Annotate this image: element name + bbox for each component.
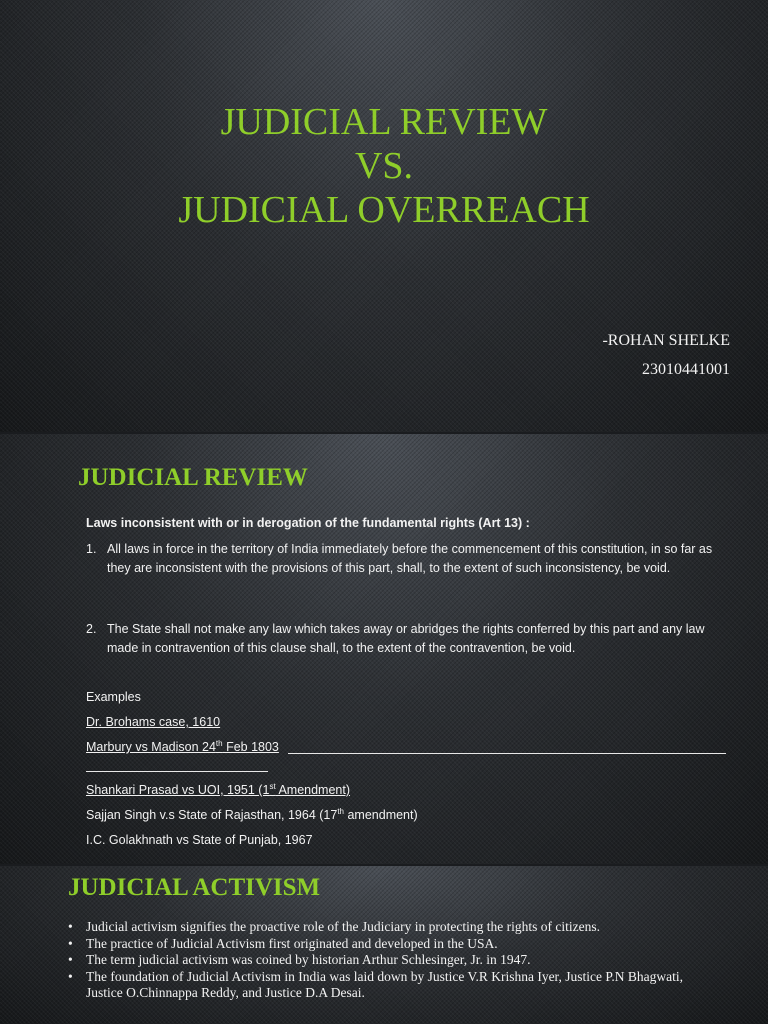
examples-label: Examples [86,690,141,704]
bullet-item: • The term judicial activism was coined by historian Arthur Schlesinger, Jr. in 1947. [68,952,531,967]
bullet-item: • Judicial activism signifies the proactive role of the Judiciary in protecting the rights of citizens. [68,919,600,934]
bullet-list [68,919,708,1002]
title-slide [0,0,768,432]
example-text: I.C. Golakhnath vs State of Punjab, 1967 [86,833,313,847]
bullet-item: • The practice of Judicial Activism first originated and developed in the USA. [68,935,498,951]
item-number: 1. [86,542,97,556]
item-number: 2. [86,622,97,636]
author-name: -ROHAN SHELKE [602,332,730,349]
presentation-title [0,100,768,232]
underline-rule [86,771,268,772]
example-text: Sajjan Singh v.s State of Rajasthan, 1964 (17th amendment) [86,806,418,822]
judicial-activism-slide [0,866,768,1024]
example-link[interactable]: Marbury vs Madison 24th Feb 1803 [86,738,279,754]
author-id: 23010441001 [642,361,730,378]
title-line-3: JUDICIAL OVERREACH [178,189,590,231]
bullet-dot: • [68,968,73,984]
numbered-item [86,620,726,657]
example-link[interactable]: Shankari Prasad vs UOI, 1951 (1st Amendment) [86,781,351,797]
bullet-dot: • [68,935,73,951]
item-text: The State shall not make any law which takes away or abridges the rights conferred by this part and any law made in contravention of this clause shall, to the extent of the contravention, be void. [107,622,705,655]
title-line-2: VS. [354,145,414,187]
bullet-dot: • [68,919,73,934]
slide-heading: JUDICIAL REVIEW [78,464,308,491]
article-intro: Laws inconsistent with or in derogation of the fundamental rights (Art 13) : [86,516,530,530]
underline-rule [288,753,726,754]
example-link[interactable]: Dr. Brohams case, 1610 [86,715,221,729]
judicial-review-slide [0,434,768,864]
item-text: All laws in force in the territory of India immediately before the commencement of this constitution, in so far as they are inconsistent with the provisions of this part, shall, to the extent of such inconsistency, be void. [107,542,713,575]
bullet-item: • The foundation of Judicial Activism in India was laid down by Justice V.R Krishna Iyer, Justice P.N Bhagwati, Justice O.Chinnappa Reddy, and Justice D.A Desai. [68,968,684,1000]
bullet-dot: • [68,952,73,967]
title-line-1: JUDICIAL REVIEW [220,101,548,143]
slide-heading: JUDICIAL ACTIVISM [68,874,321,901]
numbered-item [86,540,726,577]
